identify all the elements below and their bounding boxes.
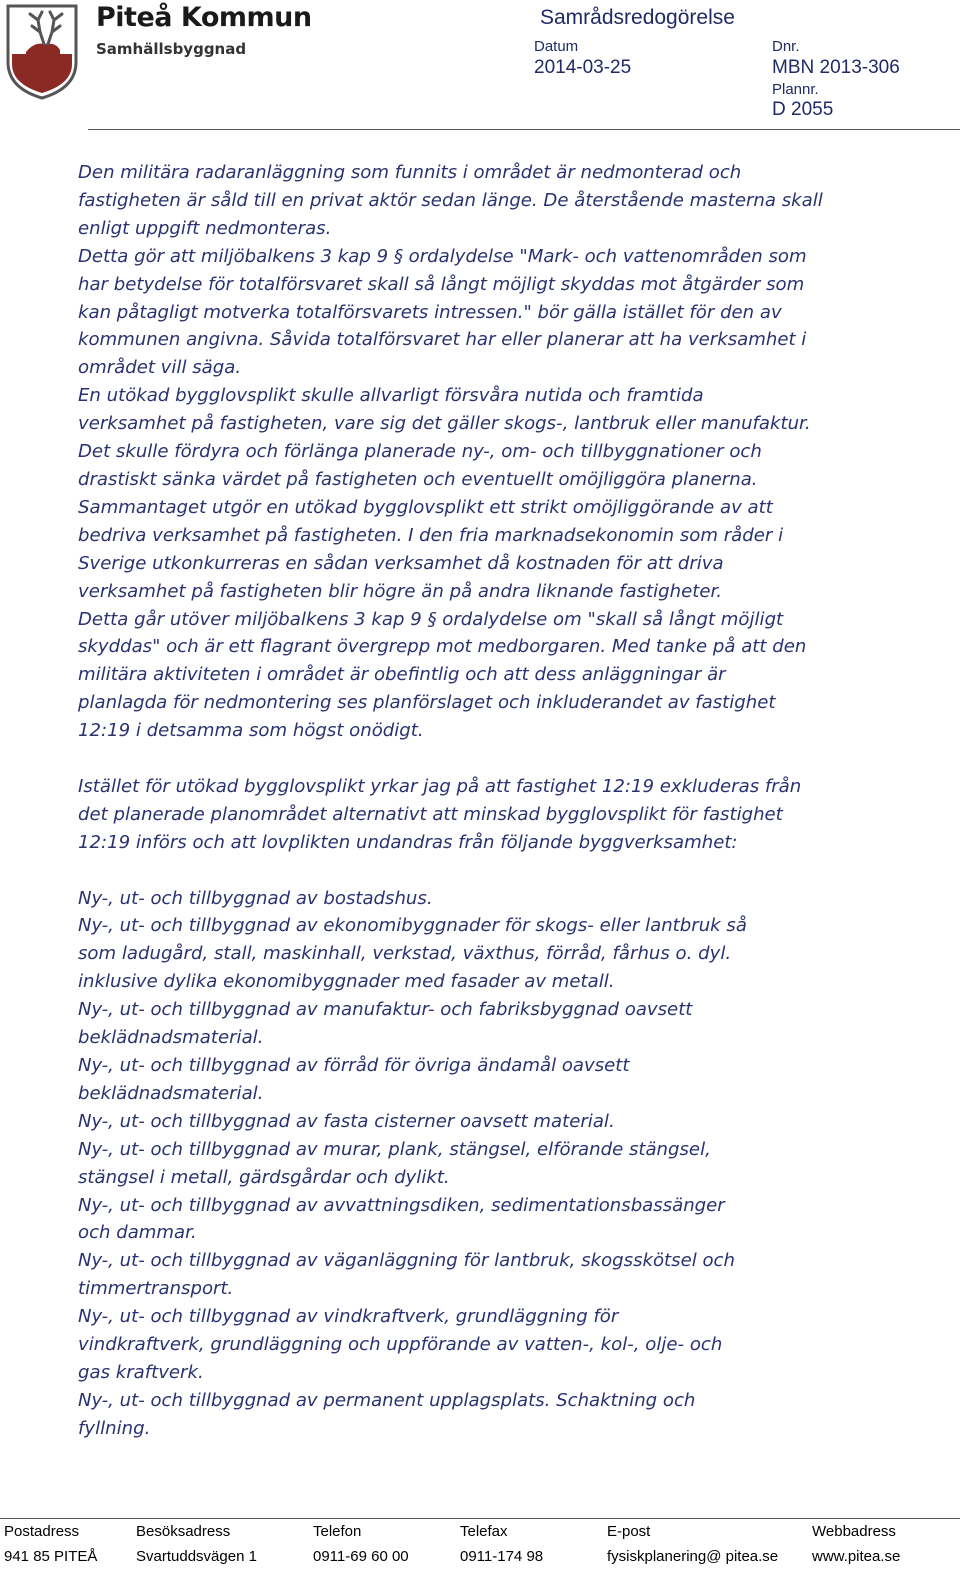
footer-postadress-label: Postadress — [4, 1523, 80, 1540]
dnr-label: Dnr. — [772, 38, 800, 55]
body-text-line: Ny-, ut- och tillbyggnad av fasta cisterner oavsett material. — [78, 1110, 615, 1132]
body-text-line: stängsel i metall, gärdsgårdar och dylikt. — [78, 1166, 450, 1188]
body-text-line: kan påtagligt motverka totalförsvarets intressen." bör gälla istället för den av — [78, 301, 782, 323]
body-text-line: planlagda för nedmontering ses planförslaget och inkluderandet av fastighet — [78, 692, 776, 714]
document-type: Samrådsredogörelse — [540, 6, 735, 29]
footer-telefon-value: 0911-69 60 00 — [313, 1548, 409, 1565]
body-text-line: timmertransport. — [78, 1278, 234, 1300]
body-text-line: som ladugård, stall, maskinhall, verkstad, växthus, förråd, fårhus o. dyl. — [78, 943, 732, 965]
footer-webbadress-label: Webbadress — [812, 1523, 896, 1540]
footer-telefax-label: Telefax — [460, 1523, 508, 1540]
body-text-line: drastiskt sänka värdet på fastigheten och eventuellt omöjliggöra planerna. — [78, 468, 758, 490]
body-text-line: beklädnadsmaterial. — [78, 1027, 264, 1049]
body-text-line: fastigheten är såld till en privat aktör sedan länge. De återstående masterna skall — [78, 189, 823, 211]
body-text-line: Sverige utkonkurreras en sådan verksamhet då kostnaden för att driva — [78, 552, 724, 574]
footer-besoksadress-label: Besöksadress — [136, 1523, 231, 1540]
document-body — [78, 159, 878, 1443]
body-text-line: Detta gör att miljöbalkens 3 kap 9 § ordalydelse "Mark- och vattenområden som — [78, 245, 807, 267]
footer-postadress-value: 941 85 PITEÅ — [4, 1548, 98, 1565]
body-text-line: 12:19 införs och att lovplikten undandras från följande byggverksamhet: — [78, 831, 738, 853]
body-text-line: Sammantaget utgör en utökad bygglovsplikt ett strikt omöjliggörande av att — [78, 496, 773, 518]
body-text-line: Ny-, ut- och tillbyggnad av permanent upplagsplats. Schaktning och — [78, 1389, 696, 1411]
body-text-line: inklusive dylika ekonomibyggnader med fasader av metall. — [78, 971, 615, 993]
plannr-label: Plannr. — [772, 81, 819, 98]
body-text-line: Ny-, ut- och tillbyggnad av ekonomibyggnader för skogs- eller lantbruk så — [78, 915, 747, 937]
body-text-line: Detta går utöver miljöbalkens 3 kap 9 § ordalydelse om "skall så långt möjligt — [78, 608, 784, 630]
body-text-line: det planerade planområdet alternativt att minskad bygglovsplikt för fastighet — [78, 803, 783, 825]
body-text-line: området vill säga. — [78, 357, 242, 379]
body-text-line: gas kraftverk. — [78, 1361, 204, 1383]
body-text-line: Ny-, ut- och tillbyggnad av murar, plank, stängsel, elförande stängsel, — [78, 1138, 711, 1160]
body-text-line: Det skulle fördyra och förlänga planerade ny-, om- och tillbyggnationer och — [78, 441, 762, 463]
header-divider — [88, 129, 960, 130]
footer-epost-value[interactable]: fysiskplanering@ pitea.se — [607, 1548, 779, 1565]
footer-epost-label: E-post — [607, 1523, 651, 1540]
body-text-line: Ny-, ut- och tillbyggnad av manufaktur- och fabriksbyggnad oavsett — [78, 999, 693, 1021]
reindeer-coat-of-arms-icon — [4, 2, 80, 100]
body-text-line: verksamhet på fastigheten blir högre än på andra liknande fastigheter. — [78, 580, 722, 602]
footer-telefax-value: 0911-174 98 — [460, 1548, 544, 1565]
blank-line — [78, 857, 878, 885]
footer-webbadress-value[interactable]: www.pitea.se — [812, 1548, 901, 1565]
body-text-line: och dammar. — [78, 1222, 197, 1244]
body-text-line: beklädnadsmaterial. — [78, 1082, 264, 1104]
body-text-line: 12:19 i detsamma som högst onödigt. — [78, 720, 424, 742]
body-text-line: Den militära radaranläggning som funnits i området är nedmonterad och — [78, 162, 742, 183]
body-text-line: Ny-, ut- och tillbyggnad av vindkraftverk, grundläggning för — [78, 1306, 619, 1328]
dnr-value: MBN 2013-306 — [772, 57, 900, 78]
body-text-line: Ny-, ut- och tillbyggnad av väganläggning för lantbruk, skogsskötsel och — [78, 1250, 735, 1272]
footer-divider — [0, 1518, 960, 1519]
body-text-line: Istället för utökad bygglovsplikt yrkar jag på att fastighet 12:19 exkluderas från — [78, 775, 802, 797]
body-text-line: verksamhet på fastigheten, vare sig det gäller skogs-, lantbruk eller manufaktur. — [78, 413, 811, 435]
body-text-line: En utökad bygglovsplikt skulle allvarligt försvåra nutida och framtida — [78, 385, 704, 407]
body-text-line: Ny-, ut- och tillbyggnad av bostadshus. — [78, 887, 433, 909]
body-text-line: enligt uppgift nedmonteras. — [78, 217, 332, 239]
body-text-line: har betydelse för totalförsvaret skall så långt möjligt skyddas mot åtgärder som — [78, 273, 805, 295]
footer-besoksadress-value: Svartuddsvägen 1 — [136, 1548, 257, 1565]
footer-telefon-label: Telefon — [313, 1523, 362, 1540]
body-text-line: bedriva verksamhet på fastigheten. I den fria marknadsekonomin som råder i — [78, 524, 784, 546]
body-text-line: vindkraftverk, grundläggning och uppförande av vatten-, kol-, olje- och — [78, 1334, 723, 1356]
blank-line — [78, 745, 878, 773]
plannr-value: D 2055 — [772, 99, 834, 120]
body-text-line: Ny-, ut- och tillbyggnad av avvattningsdiken, sedimentationsbassänger — [78, 1194, 725, 1216]
body-text-line: skyddas" och är ett flagrant övergrepp mot medborgaren. Med tanke på att den — [78, 636, 807, 658]
document-header — [0, 0, 960, 132]
body-text-line: Ny-, ut- och tillbyggnad av förråd för övriga ändamål oavsett — [78, 1054, 630, 1076]
date-value: 2014-03-25 — [534, 57, 632, 78]
body-text-line: kommunen angivna. Såvida totalförsvaret har eller planerar att ha verksamhet i — [78, 329, 807, 351]
date-label: Datum — [534, 38, 579, 55]
body-text-line: militära aktiviteten i området är obefintlig och att dess anläggningar är — [78, 664, 726, 686]
body-text-line: fyllning. — [78, 1417, 151, 1439]
org-unit: Samhällsbyggnad — [96, 40, 247, 58]
org-name: Piteå Kommun — [96, 2, 312, 33]
